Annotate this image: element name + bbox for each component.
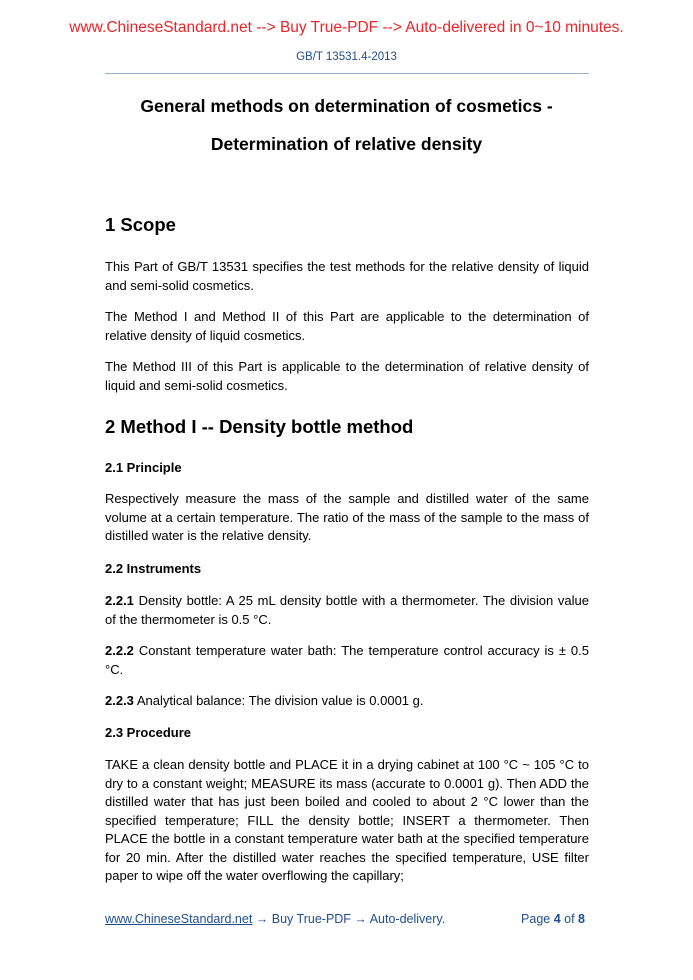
page-indicator: [521, 912, 585, 926]
instrument-2-2-3: [105, 692, 589, 711]
page-label: Page: [521, 912, 554, 926]
of-label: of: [560, 912, 579, 926]
page-number: 4: [553, 912, 561, 926]
title-line-1: General methods on determination of cosmetics -: [140, 96, 553, 116]
instrument-2-2-1: [105, 592, 589, 629]
item-number: 2.2.3: [105, 693, 134, 708]
subsection-2-2-heading: 2.2 Instruments: [105, 561, 202, 576]
item-text: Constant temperature water bath: The temperature control accuracy is ± 0.5 °C.: [105, 643, 589, 677]
standard-code: GB/T 13531.4-2013: [296, 51, 397, 63]
footer-text: → Buy True-PDF → Auto-delivery.: [252, 912, 446, 926]
scope-paragraph-2: The Method I and Method II of this Part are applicable to the determination of relative density of liquid cosmetics.: [105, 309, 589, 343]
subsection-2-3-heading: 2.3 Procedure: [105, 725, 191, 740]
footer-link[interactable]: www.ChineseStandard.net: [105, 912, 253, 926]
item-text: Analytical balance: The division value is 0.0001 g.: [133, 693, 424, 708]
subsection-2-1-heading: 2.1 Principle: [105, 460, 182, 475]
title-line-2: Determination of relative density: [210, 134, 483, 154]
principle-paragraph: Respectively measure the mass of the sample and distilled water of the same volume at a certain temperature. The ratio of the mass of the sample to the mass of distilled water is the relative density.: [105, 491, 589, 543]
page-total: 8: [578, 912, 585, 926]
item-number: 2.2.2: [105, 643, 134, 658]
item-number: 2.2.1: [105, 593, 134, 608]
instrument-2-2-2: [105, 642, 589, 679]
section-1-heading: 1 Scope: [105, 214, 176, 235]
scope-paragraph-3: The Method III of this Part is applicable to the determination of relative density of liquid and semi-solid cosmetics.: [105, 359, 589, 393]
procedure-paragraph: TAKE a clean density bottle and PLACE it in a drying cabinet at 100 °C ~ 105 °C to dry to a constant weight; MEASURE its mass (accurate to 0.0001 g). Then ADD the distilled water that has just been boiled and cooled to about 2 °C lower than the specified temperature; FILL the density bottle; INSERT a thermometer. Then PLACE the bottle in a constant temperature water bath at the specified temperature for 20 min. After the distilled water reaches the specified temperature, USE filter paper to wipe off the water overflowing the capillary;: [105, 757, 589, 883]
scope-paragraph-1: This Part of GB/T 13531 specifies the test methods for the relative density of liquid and semi-solid cosmetics.: [105, 259, 589, 293]
section-2-heading: 2 Method I -- Density bottle method: [105, 416, 414, 437]
page-footer: [105, 912, 585, 926]
top-banner[interactable]: www.ChineseStandard.net --> Buy True-PDF --> Auto-delivered in 0~10 minutes.: [69, 19, 624, 36]
header-divider: [105, 73, 589, 74]
item-text: Density bottle: A 25 mL density bottle with a thermometer. The division value of the thermometer is 0.5 °C.: [105, 593, 589, 627]
